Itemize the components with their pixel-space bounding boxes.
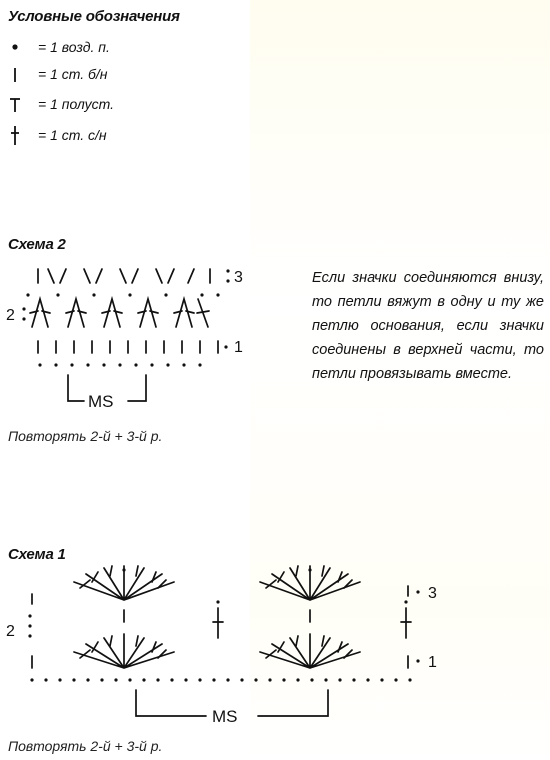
legend-item-sc <box>8 63 108 85</box>
scheme1-row1-label: 1 <box>428 654 437 671</box>
scheme1-row2-label: 2 <box>6 623 15 640</box>
legend-chain-text: = 1 возд. п. <box>38 39 110 55</box>
scheme2-repeat-note: Повторять 2-й + 3-й р. <box>8 428 163 444</box>
scheme2-ms-bracket-left <box>68 375 84 401</box>
scheme2-row3-stitches <box>38 269 210 283</box>
scheme1-diagram <box>0 560 470 730</box>
double-crochet-icon <box>8 124 30 146</box>
scheme1-row3-label: 3 <box>428 585 437 602</box>
legend-hdc-text: = 1 полуст. <box>38 96 115 112</box>
legend-item-hdc <box>8 93 114 115</box>
scheme2-row3-label: 3 <box>234 269 243 286</box>
scheme2-ms-label: MS <box>88 392 114 411</box>
scheme1-repeat-note: Повторять 2-й + 3-й р. <box>8 738 163 754</box>
legend-item-dc <box>8 124 107 146</box>
scheme1-ms-label: MS <box>212 707 238 726</box>
legend-dc-text: = 1 ст. с/н <box>38 127 107 143</box>
scheme2-row1-label: 1 <box>234 339 243 356</box>
scheme1-chain-dots <box>28 568 419 681</box>
scheme2-row2-stitches <box>30 299 209 327</box>
legend-item-chain <box>8 36 110 58</box>
legend-title: Условные обозначения <box>8 8 180 25</box>
scheme1-ms-bracket-left <box>136 690 206 716</box>
chain-stitch-icon <box>8 36 30 58</box>
scheme2-ms-bracket-right <box>128 375 146 401</box>
scheme2-diagram <box>0 255 300 420</box>
scheme1-fan-bottom-right <box>260 634 360 668</box>
explanation-paragraph: Если значки соединяются внизу, то петли вяжут в одну и ту же петлю основания, если значки соединены в верхней части, то петли провязывать вместе. <box>312 270 544 382</box>
scheme1-fan-bottom-left <box>74 634 174 668</box>
legend-sc-text: = 1 ст. б/н <box>38 66 108 82</box>
half-double-crochet-icon <box>8 93 30 115</box>
scheme1-title: Схема 1 <box>8 546 66 563</box>
scheme2-row1-stitches <box>38 341 218 353</box>
scheme2-chain-dots <box>22 269 229 366</box>
scheme1-ms-bracket-right <box>258 690 328 716</box>
single-crochet-icon <box>8 63 30 85</box>
scheme2-row2-label: 2 <box>6 307 15 324</box>
scheme2-title: Схема 2 <box>8 236 66 253</box>
